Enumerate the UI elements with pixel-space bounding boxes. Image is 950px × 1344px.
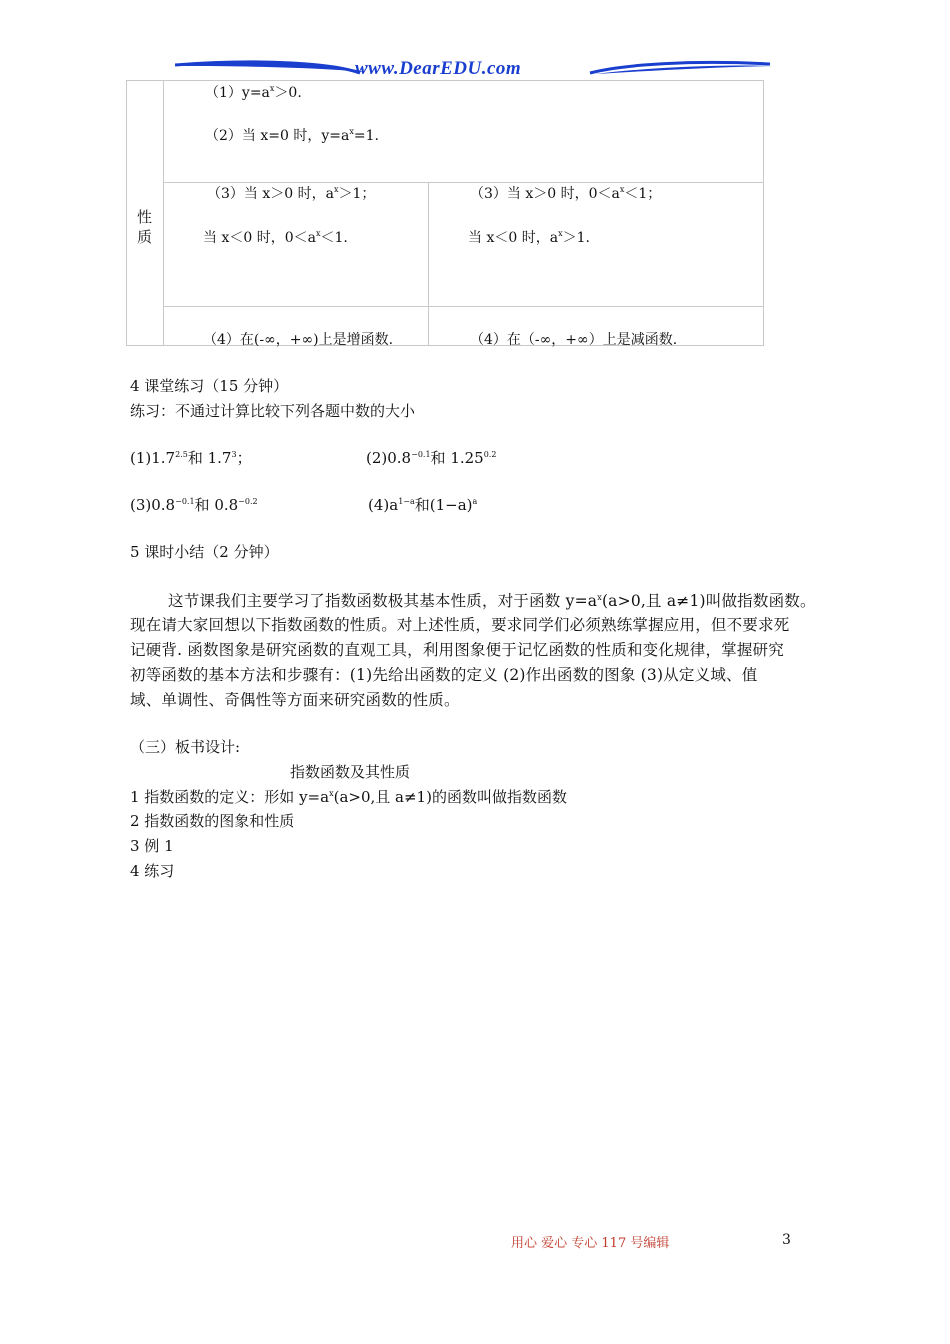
left-property-3b: 当 x＜0 时，$0<a^x<1$. [203, 229, 348, 246]
table-row-label: 性质 [137, 208, 153, 246]
summary-line-3: 记硬背. 函数图象是研究函数的直观工具，利用图象便于记忆函数的性质和变化规律，掌握研究 [130, 641, 784, 659]
table-border-right [763, 80, 764, 346]
summary-heading: 5 课时小结（2 分钟） [130, 543, 279, 561]
right-property-3a: （3）当 x＞0 时，$0<a^x<1$； [470, 185, 662, 202]
practice-heading: 4 课堂练习（15 分钟） [130, 377, 289, 395]
board-item-1: 1 指数函数的定义：形如 $y=a^x(a>0$,且 a≠1)的函数叫做指数函数 [130, 788, 567, 806]
table-column-divider [428, 182, 429, 346]
exercise-2: $(2)0.8^{-0.1}$和 $1.25^{0.2}$ [366, 449, 497, 467]
board-item-4: 4 练习 [130, 862, 175, 880]
footer-text: 用心 爱心 专心 117 号编辑 [511, 1236, 670, 1251]
left-property-4: （4）在(-∞，+∞)上是增函数. [203, 332, 394, 348]
table-row-divider-2 [163, 306, 763, 307]
summary-line-1: 这节课我们主要学习了指数函数极其基本性质，对于函数 $y=a^x(a>0$,且 a≠1)叫做指数函数。 [168, 592, 816, 610]
right-property-4: （4）在（-∞，+∞）上是减函数. [470, 332, 678, 348]
table-border-top [126, 80, 764, 81]
practice-instruction: 练习：不通过计算比较下列各题中数的大小 [130, 402, 416, 420]
right-property-3b: 当 x＜0 时，$a^x>1$. [468, 229, 590, 246]
property-1: $(1)y=a^x>0$. [205, 84, 302, 101]
site-logo-text: www.DearEDU.com [355, 58, 522, 79]
summary-line-2: 现在请大家回想以下指数函数的性质。对上述性质，要求同学们必须熟练掌握应用，但不要求死 [130, 616, 790, 634]
left-property-3a: （3）当 x＞0 时，$a^x>1$； [207, 185, 376, 202]
table-border-left [126, 80, 127, 346]
page-number: 3 [782, 1232, 791, 1248]
exercise-4: $(4)a^{1-a}$和$(1-a)^a$ [368, 496, 478, 514]
summary-line-5: 域、单调性、奇偶性等方面来研究函数的性质。 [130, 691, 460, 709]
exercise-3: $(3)0.8^{-0.1}$和 $0.8^{-0.2}$ [130, 496, 258, 514]
board-item-3: 3 例 1 [130, 837, 174, 855]
board-heading: （三）板书设计: [130, 738, 241, 756]
board-item-2: 2 指数函数的图象和性质 [130, 812, 295, 830]
summary-line-4: 初等函数的基本方法和步骤有：(1)先给出函数的定义 (2)作出函数的图象 (3)从定义域、值 [130, 666, 758, 684]
exercise-1: $(1)1.7^{2.5}$和 $1.7^3$； [130, 449, 252, 467]
property-2: （2）当 x=0 时，$y=a^x=1$. [205, 127, 379, 144]
board-title: 指数函数及其性质 [290, 763, 411, 781]
